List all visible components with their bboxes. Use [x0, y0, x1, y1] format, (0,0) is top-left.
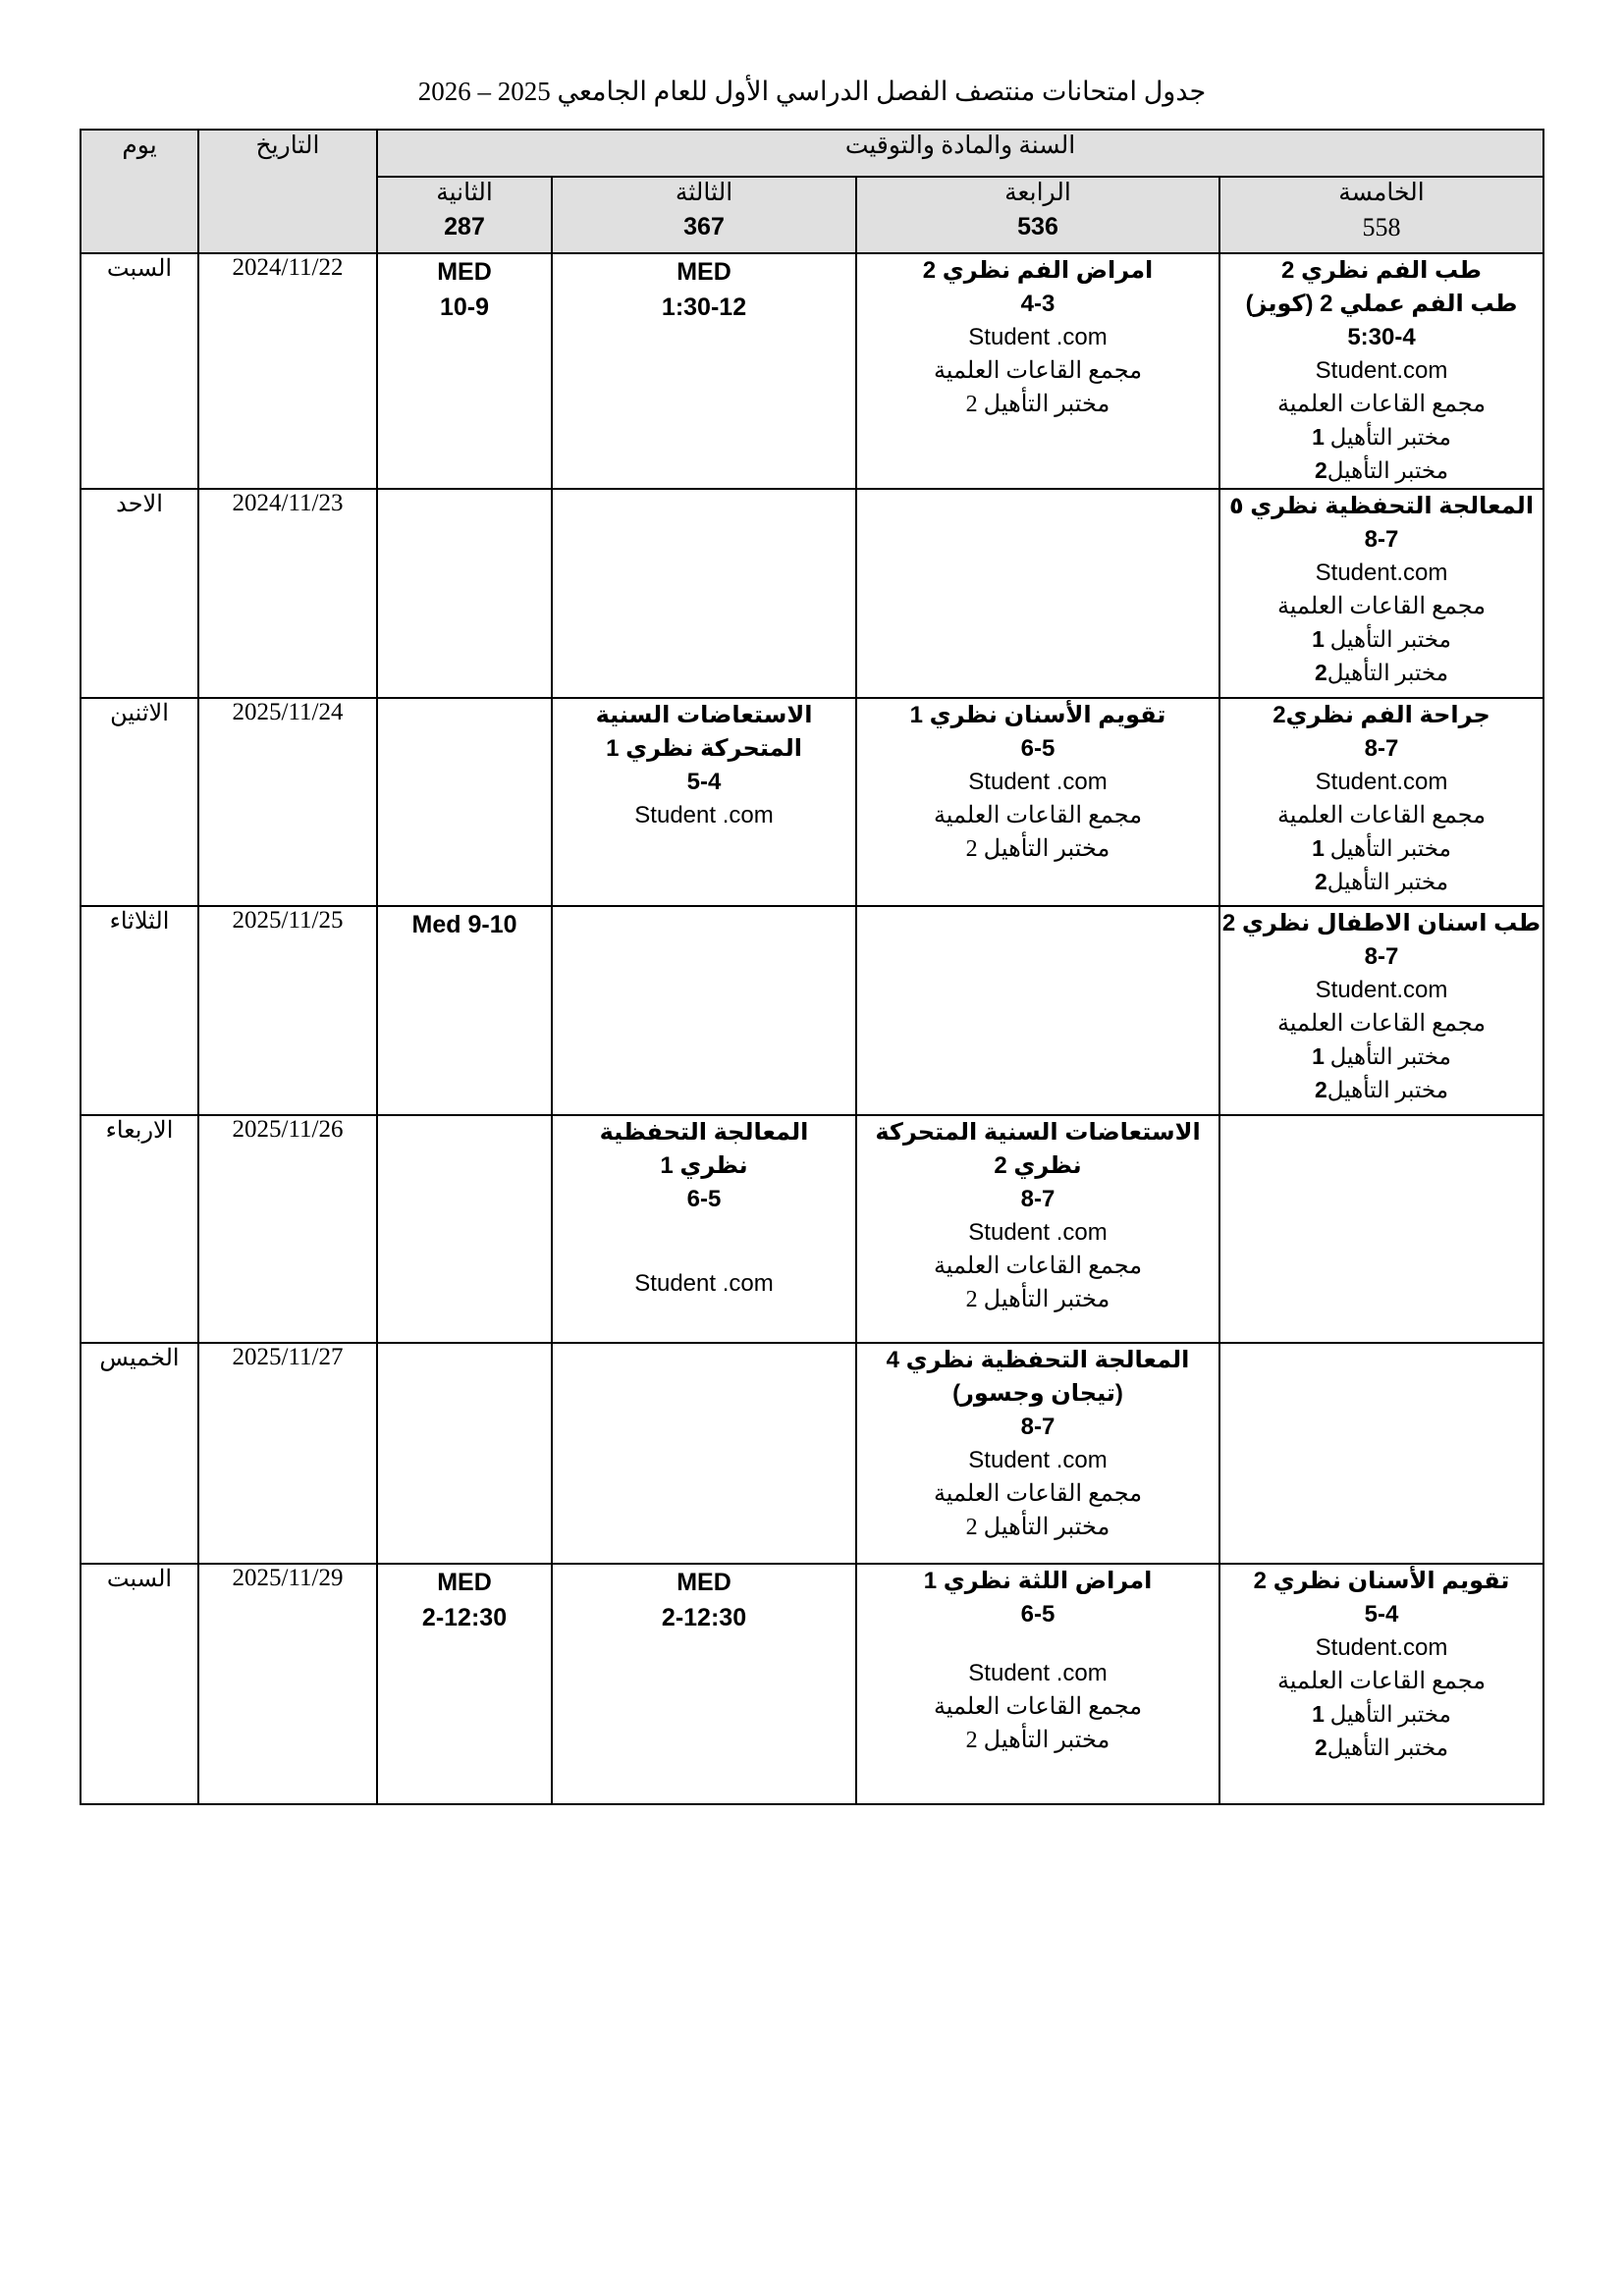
header-date: التاريخ: [198, 130, 377, 253]
lab-room-line: مختبر التأهيل 1: [1312, 835, 1451, 862]
header-year-3: [552, 177, 856, 253]
cell-date: 2025/11/26: [198, 1115, 377, 1343]
venue-line: مجمع القاعات العلمية: [933, 1693, 1143, 1720]
table-body: [81, 253, 1543, 1804]
cell-year5: [1219, 253, 1543, 489]
cell-year5: [1219, 1564, 1543, 1804]
cell-year5: [1219, 698, 1543, 906]
table-row: [81, 906, 1543, 1115]
cell-date: 2024/11/23: [198, 489, 377, 698]
lab-room-line: مختبر التأهيل 1: [1312, 626, 1451, 653]
cell-date: 2025/11/25: [198, 906, 377, 1115]
cell-day: الثلاثاء: [81, 906, 198, 1115]
cell-year5: [1219, 1343, 1543, 1564]
table-row: [81, 1343, 1543, 1564]
header-subject-span: السنة والمادة والتوقيت: [377, 130, 1543, 177]
cell-date: 2024/11/22: [198, 253, 377, 489]
cell-day: الاحد: [81, 489, 198, 698]
cell-year2: [377, 906, 552, 1115]
cell-year3: [552, 1343, 856, 1564]
platform-line: Student.com: [1315, 1633, 1448, 1661]
platform-line: Student.com: [1315, 357, 1448, 385]
cell-year3: [552, 906, 856, 1115]
cell-year5: [1219, 1115, 1543, 1343]
med-exam-line: 2-12:30: [421, 1603, 508, 1631]
cell-day: السبت: [81, 253, 198, 489]
venue-line: مختبر التأهيل 2: [965, 1515, 1110, 1541]
subject-name-line: جراحة الفم نظري2: [1272, 701, 1490, 728]
platform-line: Student .com: [968, 1218, 1108, 1246]
cell-year4: [856, 1343, 1219, 1564]
venue-line: مختبر التأهيل 2: [965, 392, 1110, 418]
med-exam-line: Med 9-10: [411, 910, 517, 938]
subject-name-line: تقويم الأسنان نظري 1: [909, 701, 1166, 728]
platform-line: Student .com: [968, 324, 1108, 351]
subject-name-line: امراض اللثة نظري 1: [923, 1567, 1153, 1594]
cell-year5: [1219, 906, 1543, 1115]
exam-time-line: 8-7: [1364, 525, 1399, 553]
table-header: [81, 130, 1543, 253]
header-year-2: [377, 177, 552, 253]
subject-name-line: المعالجة التحفظية: [599, 1118, 809, 1146]
venue-line: مجمع القاعات العلمية: [1276, 392, 1487, 418]
cell-year4: [856, 906, 1219, 1115]
platform-line: Student.com: [1315, 768, 1448, 795]
header-year-name: الرابعة: [1004, 180, 1071, 206]
platform-line: Student.com: [1315, 976, 1448, 1003]
cell-year2: [377, 1343, 552, 1564]
lab-room-line: مختبر التأهيل2: [1314, 659, 1449, 685]
header-year-5: [1219, 177, 1543, 253]
table-row: [81, 698, 1543, 906]
spacer-line: [857, 1631, 1218, 1657]
med-exam-line: 10-9: [439, 294, 490, 322]
med-exam-line: MED: [437, 258, 492, 286]
platform-line: Student .com: [968, 1659, 1108, 1686]
cell-date: 2025/11/27: [198, 1343, 377, 1564]
venue-line: مجمع القاعات العلمية: [1276, 593, 1487, 619]
subject-name-line: المتحركة نظري 1: [606, 734, 802, 762]
platform-line: Student .com: [634, 801, 774, 828]
lab-room-line: مختبر التأهيل2: [1314, 1734, 1449, 1760]
exam-time-line: 5:30-4: [1347, 324, 1416, 351]
cell-year3: [552, 489, 856, 698]
subject-name-line: الاستعاضات السنية المتحركة: [875, 1118, 1201, 1146]
exam-time-line: 4-3: [1020, 291, 1056, 318]
med-exam-line: 2-12:30: [661, 1603, 747, 1631]
cell-year4: [856, 698, 1219, 906]
subject-name-line: تقويم الأسنان نظري 2: [1253, 1567, 1510, 1594]
med-exam-line: MED: [437, 1568, 492, 1596]
cell-year2: [377, 1564, 552, 1804]
cell-day: الاربعاء: [81, 1115, 198, 1343]
cell-year2: [377, 489, 552, 698]
cell-year3: [552, 698, 856, 906]
header-year-code: 536: [1017, 213, 1058, 241]
cell-year2: [377, 1115, 552, 1343]
venue-line: مجمع القاعات العلمية: [1276, 1010, 1487, 1037]
header-row-top: [81, 130, 1543, 177]
spacer-line: [553, 1216, 855, 1242]
exam-time-line: 5-4: [1364, 1600, 1399, 1628]
subject-name-line: (تيجان وجسور): [952, 1379, 1123, 1407]
exam-time-line: 8-7: [1364, 734, 1399, 762]
platform-line: Student .com: [634, 1269, 774, 1297]
subject-name-line: الاستعاضات السنية: [595, 701, 813, 728]
table-row: [81, 1115, 1543, 1343]
table-row: [81, 1564, 1543, 1804]
subject-name-line: طب اسنان الاطفال نظري 2: [1221, 909, 1542, 936]
cell-date: 2025/11/24: [198, 698, 377, 906]
lab-room-line: مختبر التأهيل2: [1314, 457, 1449, 484]
cell-year2: [377, 698, 552, 906]
exam-time-line: 6-5: [1020, 1600, 1056, 1628]
exam-schedule-table: [80, 129, 1544, 1805]
venue-line: مختبر التأهيل 2: [965, 1287, 1110, 1313]
cell-year4: [856, 1115, 1219, 1343]
table-row: [81, 253, 1543, 489]
cell-year4: [856, 253, 1219, 489]
exam-time-line: 6-5: [1020, 734, 1056, 762]
page-title: جدول امتحانات منتصف الفصل الدراسي الأول للعام الجامعي 2025 – 2026: [417, 77, 1207, 106]
cell-year4: [856, 1564, 1219, 1804]
platform-line: Student.com: [1315, 559, 1448, 586]
med-exam-line: MED: [677, 1568, 731, 1596]
subject-name-line: نظري 1: [660, 1151, 748, 1179]
exam-time-line: 6-5: [686, 1185, 722, 1212]
lab-room-line: مختبر التأهيل 1: [1312, 1701, 1451, 1728]
venue-line: مختبر التأهيل 2: [965, 1728, 1110, 1754]
header-year-name: الثانية: [436, 180, 493, 206]
subject-name-line: طب الفم نظري 2: [1281, 257, 1483, 284]
header-year-name: الثالثة: [675, 180, 733, 206]
header-year-code: 367: [683, 213, 725, 241]
header-year-4: [856, 177, 1219, 253]
table-row: [81, 489, 1543, 698]
exam-time-line: 8-7: [1020, 1185, 1056, 1212]
platform-line: Student .com: [968, 768, 1108, 795]
lab-room-line: مختبر التأهيل 1: [1312, 424, 1451, 451]
med-exam-line: MED: [677, 258, 731, 286]
cell-date: 2025/11/29: [198, 1564, 377, 1804]
subject-name-line: المعالجة التحفظية نظري 4: [886, 1346, 1190, 1373]
subject-name-line: طب الفم عملي 2 (كويز): [1245, 291, 1518, 318]
cell-day: السبت: [81, 1564, 198, 1804]
exam-time-line: 8-7: [1020, 1413, 1056, 1440]
cell-day: الخميس: [81, 1343, 198, 1564]
cell-year3: [552, 253, 856, 489]
subject-name-line: نظري 2: [994, 1151, 1082, 1179]
cell-year4: [856, 489, 1219, 698]
venue-line: مجمع القاعات العلمية: [933, 358, 1143, 385]
cell-year5: [1219, 489, 1543, 698]
venue-line: مجمع القاعات العلمية: [1276, 802, 1487, 828]
exam-time-line: 8-7: [1364, 942, 1399, 970]
venue-line: مجمع القاعات العلمية: [933, 1481, 1143, 1508]
exam-time-line: 5-4: [686, 768, 722, 795]
lab-room-line: مختبر التأهيل2: [1314, 1076, 1449, 1102]
subject-name-line: امراض الفم نظري 2: [922, 257, 1154, 284]
cell-year3: [552, 1115, 856, 1343]
cell-year3: [552, 1564, 856, 1804]
lab-room-line: مختبر التأهيل 1: [1312, 1043, 1451, 1070]
venue-line: مجمع القاعات العلمية: [933, 1254, 1143, 1280]
spacer-line: [553, 1242, 855, 1267]
lab-room-line: مختبر التأهيل2: [1314, 868, 1449, 894]
header-year-code: 287: [444, 213, 485, 241]
header-year-name: الخامسة: [1338, 180, 1425, 206]
venue-line: مختبر التأهيل 2: [965, 836, 1110, 863]
header-year-code: 558: [1362, 213, 1401, 242]
med-exam-line: 1:30-12: [661, 294, 747, 322]
cell-year2: [377, 253, 552, 489]
venue-line: مجمع القاعات العلمية: [933, 802, 1143, 828]
platform-line: Student .com: [968, 1446, 1108, 1473]
cell-day: الاثنين: [81, 698, 198, 906]
venue-line: مجمع القاعات العلمية: [1276, 1668, 1487, 1694]
header-day: يوم: [81, 130, 198, 253]
subject-name-line: المعالجة التحفظية نظري ٥: [1228, 492, 1535, 519]
